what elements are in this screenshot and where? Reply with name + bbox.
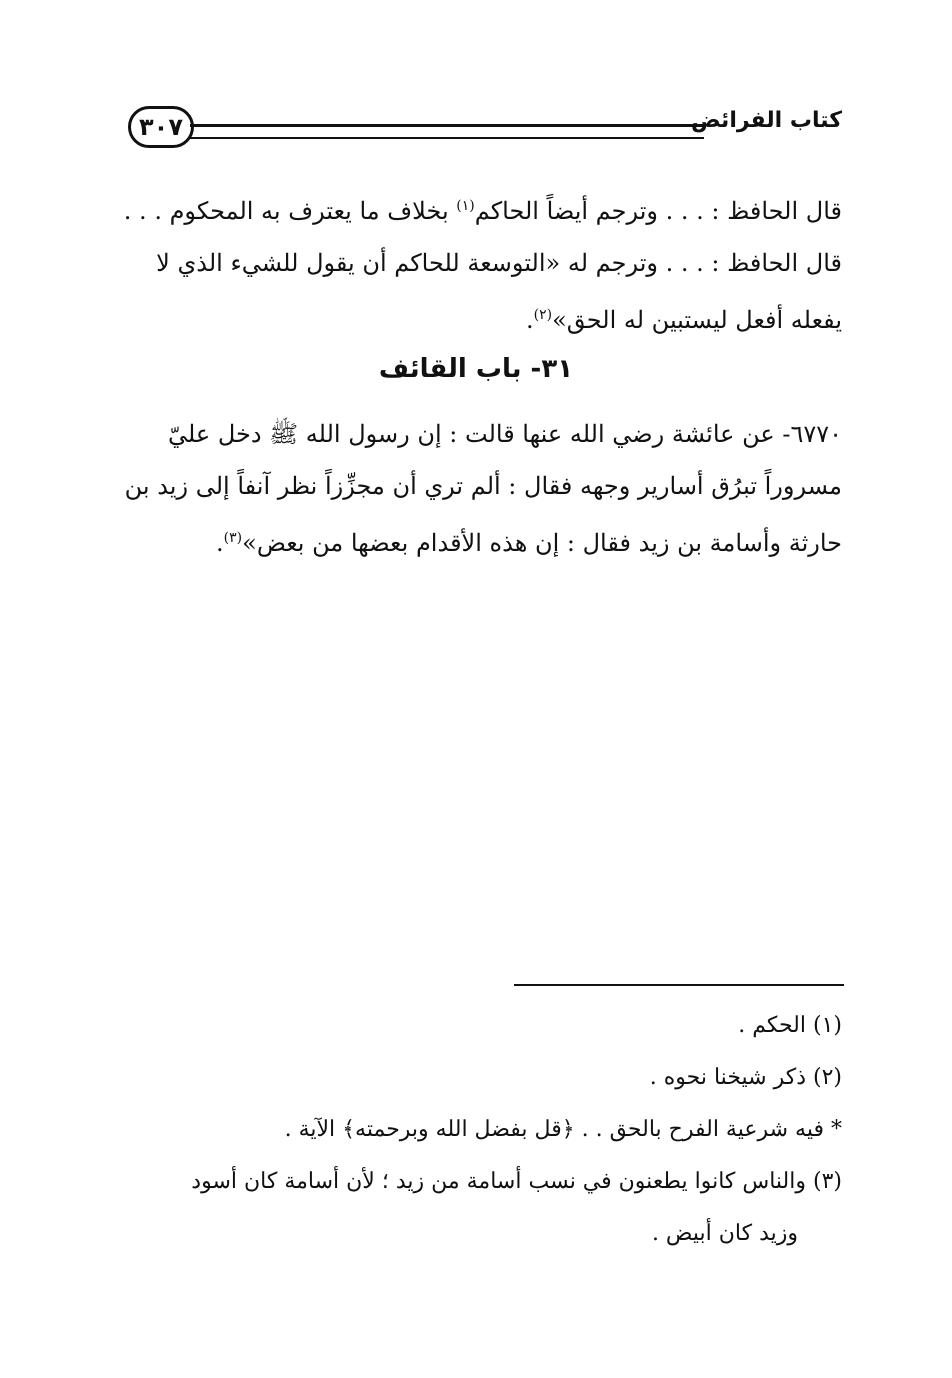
text-line: حارثة وأسامة بن زيد فقال : إن هذه الأقدام بعضها من بعض»$^{(٣)}$. bbox=[216, 529, 842, 557]
footnote-marker: (٢) bbox=[533, 307, 553, 323]
header-double-rule bbox=[190, 124, 704, 139]
intro-paragraph bbox=[123, 180, 842, 346]
footnote-3-continuation: وزيد كان أبيض . bbox=[651, 1221, 798, 1246]
text-line: ٦٧٧٠- عن عائشة رضي الله عنها قالت : إن رسول الله ﷺ دخل عليّ bbox=[167, 420, 842, 448]
footnote-star: * فيه شرعية الفرح بالحق . . ﴿قل بفضل الله وبرحمته﴾ الآية . bbox=[284, 1117, 842, 1142]
footnotes bbox=[130, 1000, 842, 1260]
hadith-paragraph bbox=[124, 408, 842, 569]
footnote-1: (١) الحكم . bbox=[738, 1013, 842, 1038]
page-number-badge: ٣٠٧ bbox=[128, 106, 194, 148]
running-header-title: كتاب الفرائض bbox=[691, 108, 842, 133]
section-heading: ٣١- باب القائف bbox=[378, 354, 574, 384]
footnote-marker: (١) bbox=[456, 198, 475, 214]
footnote-separator bbox=[514, 984, 844, 986]
text-line: قال الحافظ : . . . وترجم أيضاً الحاكم$^{(١)}$ بخلاف ما يعترف به المحكوم . . . bbox=[123, 197, 842, 225]
footnote-2: (٢) ذكر شيخنا نحوه . bbox=[649, 1065, 842, 1090]
text-line: يفعله أفعل ليستبين له الحق»$^{(٢)}$. bbox=[525, 306, 842, 334]
footnote-3: (٣) والناس كانوا يطعنون في نسب أسامة من زيد ؛ لأن أسامة كان أسود bbox=[191, 1169, 842, 1194]
text-line: مسروراً تبرُق أسارير وجهه فقال : ألم تري أن مجزِّزاً نظر آنفاً إلى زيد بن bbox=[124, 472, 842, 500]
text-line: قال الحافظ : . . . وترجم له «التوسعة للحاكم أن يقول للشيء الذي لا bbox=[156, 249, 842, 277]
footnote-marker: (٣) bbox=[223, 530, 243, 546]
